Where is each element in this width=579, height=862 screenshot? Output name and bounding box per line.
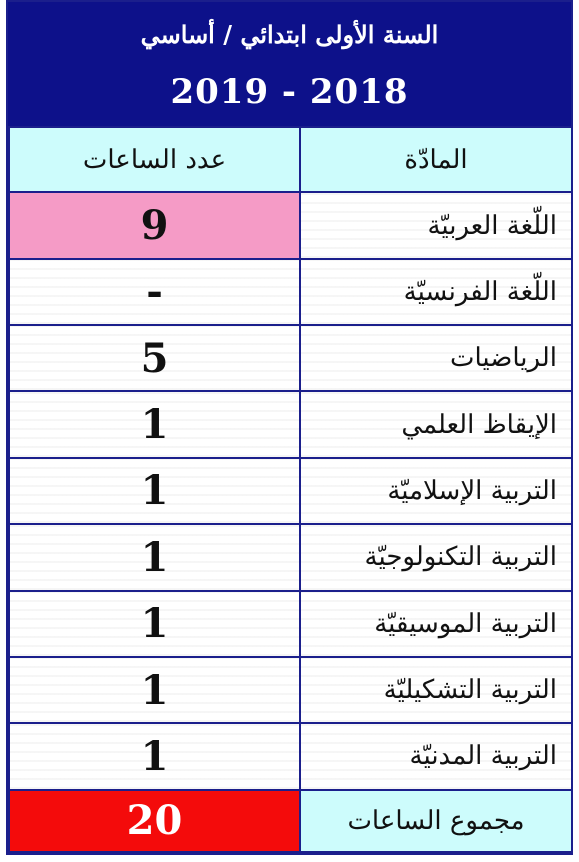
hours-column-header: عدد الساعات — [9, 127, 300, 192]
hours-cell: 9 — [9, 192, 300, 258]
table-row — [9, 591, 572, 657]
subject-cell: الرياضيات — [300, 325, 572, 391]
column-header-row — [9, 127, 572, 192]
hours-cell: 5 — [9, 325, 300, 391]
total-label-cell — [300, 790, 572, 852]
subject-cell: اللّغة العربيّة — [300, 192, 572, 258]
table-row — [9, 458, 572, 524]
hours-cell: 1 — [9, 591, 300, 657]
table-row — [9, 391, 572, 457]
subject-column-header: المادّة — [300, 127, 572, 192]
total-label: مجموع الساعات — [347, 805, 525, 836]
subject-cell: التربية التكنولوجيّة — [300, 524, 572, 590]
subject-cell: التربية الإسلاميّة — [300, 458, 572, 524]
total-hours-cell: 20 — [9, 790, 300, 852]
hours-cell: 1 — [9, 391, 300, 457]
timetable-sheet — [6, 0, 573, 855]
hours-table — [8, 126, 573, 853]
table-row — [9, 325, 572, 391]
table-row — [9, 259, 572, 325]
subject-cell: التربية المدنيّة — [300, 723, 572, 789]
hours-cell: 1 — [9, 524, 300, 590]
table-row — [9, 192, 572, 258]
table-header-banner — [8, 2, 571, 126]
school-year: 2019 - 2018 — [170, 72, 409, 112]
subject-cell: اللّغة الفرنسيّة — [300, 259, 572, 325]
grade-title: السنة الأولى ابتدائي / أساسي — [140, 20, 439, 49]
subject-cell: التربية التشكيليّة — [300, 657, 572, 723]
hours-cell: 1 — [9, 458, 300, 524]
table-row — [9, 723, 572, 789]
subject-cell: التربية الموسيقيّة — [300, 591, 572, 657]
table-row — [9, 657, 572, 723]
hours-cell: 1 — [9, 657, 300, 723]
hours-cell: - — [9, 259, 300, 325]
total-row — [9, 790, 572, 852]
table-row — [9, 524, 572, 590]
hours-cell: 1 — [9, 723, 300, 789]
subject-cell: الإيقاظ العلمي — [300, 391, 572, 457]
